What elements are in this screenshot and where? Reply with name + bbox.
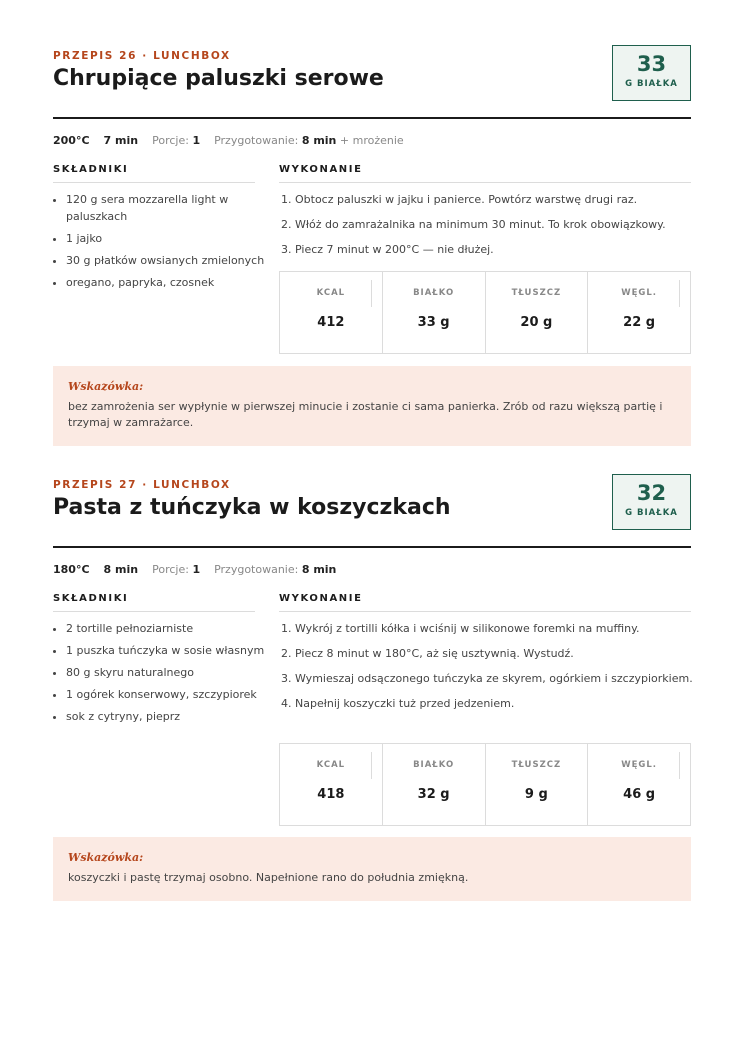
macro-label: KCAL bbox=[316, 288, 346, 298]
step-item: 2. Włóż do zamrażalnika na minimum 30 minut. To krok obowiązkowy. bbox=[295, 216, 707, 233]
protein-label: G BIAŁKA bbox=[625, 508, 678, 518]
protein-value: 32 bbox=[636, 481, 667, 505]
macro-value: 9 g bbox=[524, 787, 548, 802]
recipe-meta bbox=[53, 563, 336, 576]
macro-cell bbox=[485, 272, 588, 353]
ingredients-divider bbox=[53, 182, 255, 183]
macro-cell bbox=[587, 744, 690, 825]
macro-label: TŁUSZCZ bbox=[511, 288, 562, 298]
macro-value: 22 g bbox=[623, 315, 656, 330]
protein-badge bbox=[612, 474, 691, 530]
ingredients-divider bbox=[53, 611, 255, 612]
meta-prep-label: Przygotowanie: bbox=[214, 563, 299, 576]
meta-time: 7 min bbox=[103, 134, 139, 147]
meta-prep: 8 min bbox=[301, 563, 337, 576]
list-item: • 1 ogórek konserwowy, szczypiorek bbox=[66, 686, 268, 703]
steps-list bbox=[279, 620, 707, 720]
macros-table bbox=[279, 271, 691, 354]
macro-label: KCAL bbox=[316, 760, 346, 770]
meta-time: 8 min bbox=[103, 563, 139, 576]
recipe-card bbox=[53, 479, 691, 904]
recipe-kicker: PRZEPIS 27 · LUNCHBOX bbox=[53, 479, 231, 491]
list-item: • 1 jajko bbox=[66, 230, 268, 247]
step-item: 1. Obtocz paluszki w jajku i panierce. Powtórz warstwę drugi raz. bbox=[295, 191, 707, 208]
macro-cell bbox=[382, 744, 485, 825]
meta-servings-label: Porcje: bbox=[152, 563, 189, 576]
recipe-card bbox=[53, 50, 691, 450]
steps-divider bbox=[279, 611, 691, 612]
list-item: • 30 g płatków owsianych zmielonych bbox=[66, 252, 268, 269]
step-item: 4. Napełnij koszyczki tuż przed jedzeniem. bbox=[295, 695, 707, 712]
list-item: • 120 g sera mozzarella light w paluszkach bbox=[66, 191, 268, 225]
step-item: 1. Wykrój z tortilli kółka i wciśnij w silikonowe foremki na muffiny. bbox=[295, 620, 707, 637]
tip-heading: Wskazówka: bbox=[68, 380, 144, 393]
step-item: 3. Wymieszaj odsączonego tuńczyka ze skyrem, ogórkiem i szczypiorkiem. bbox=[295, 670, 707, 687]
macro-label: TŁUSZCZ bbox=[511, 760, 562, 770]
steps-divider bbox=[279, 182, 691, 183]
macro-cell bbox=[485, 744, 588, 825]
title-divider bbox=[53, 546, 691, 548]
macros-table bbox=[279, 743, 691, 826]
tip-heading: Wskazówka: bbox=[68, 851, 144, 864]
tip-text: bez zamrożenia ser wypłynie w pierwszej minucie i zostanie ci sama panierka. Zrób od razu większą partię i trzymaj w zamrażarce. bbox=[68, 400, 663, 429]
macro-label: BIAŁKO bbox=[413, 288, 455, 298]
recipe-kicker: PRZEPIS 26 · LUNCHBOX bbox=[53, 50, 231, 62]
macro-value: 20 g bbox=[520, 315, 553, 330]
list-item: • oregano, papryka, czosnek bbox=[66, 274, 268, 291]
meta-prep-extra: + mrożenie bbox=[339, 134, 404, 147]
ingredients-list bbox=[53, 620, 268, 730]
macro-cell bbox=[382, 272, 485, 353]
ingredients-heading: SKŁADNIKI bbox=[53, 593, 129, 604]
protein-label: G BIAŁKA bbox=[625, 79, 678, 89]
macro-value: 32 g bbox=[417, 787, 450, 802]
list-item: • 1 puszka tuńczyka w sosie własnym bbox=[66, 642, 268, 659]
steps-heading: WYKONANIE bbox=[279, 593, 363, 604]
meta-servings-label: Porcje: bbox=[152, 134, 189, 147]
macro-value: 33 g bbox=[417, 315, 450, 330]
macro-value: 412 bbox=[317, 315, 345, 330]
ingredients-list bbox=[53, 191, 268, 296]
macro-cell bbox=[280, 272, 382, 353]
macro-value: 46 g bbox=[623, 787, 656, 802]
meta-servings: 1 bbox=[192, 134, 201, 147]
steps-list bbox=[279, 191, 707, 266]
list-item: • 2 tortille pełnoziarniste bbox=[66, 620, 268, 637]
title-divider bbox=[53, 117, 691, 119]
meta-prep: 8 min bbox=[301, 134, 337, 147]
tip-box bbox=[53, 837, 691, 901]
protein-value: 33 bbox=[636, 52, 667, 76]
macro-label: WĘGL. bbox=[621, 288, 658, 298]
macro-cell bbox=[280, 744, 382, 825]
tip-text: koszyczki i pastę trzymaj osobno. Napełnione rano do południa zmiękną. bbox=[68, 871, 469, 884]
meta-temperature: 180°C bbox=[53, 563, 90, 576]
step-item: 3. Piecz 7 minut w 200°C — nie dłużej. bbox=[295, 241, 707, 258]
meta-servings: 1 bbox=[192, 563, 201, 576]
macro-label: BIAŁKO bbox=[413, 760, 455, 770]
list-item: • sok z cytryny, pieprz bbox=[66, 708, 268, 725]
tip-box bbox=[53, 366, 691, 446]
recipe-title: Pasta z tuńczyka w koszyczkach bbox=[53, 495, 451, 520]
ingredients-heading: SKŁADNIKI bbox=[53, 164, 129, 175]
list-item: • 80 g skyru naturalnego bbox=[66, 664, 268, 681]
step-item: 2. Piecz 8 minut w 180°C, aż się usztywnią. Wystudź. bbox=[295, 645, 707, 662]
macro-label: WĘGL. bbox=[621, 760, 658, 770]
steps-heading: WYKONANIE bbox=[279, 164, 363, 175]
meta-prep-label: Przygotowanie: bbox=[214, 134, 299, 147]
meta-temperature: 200°C bbox=[53, 134, 90, 147]
macro-value: 418 bbox=[317, 787, 345, 802]
recipe-meta bbox=[53, 134, 404, 147]
macro-cell bbox=[587, 272, 690, 353]
protein-badge bbox=[612, 45, 691, 101]
recipe-title: Chrupiące paluszki serowe bbox=[53, 66, 384, 91]
